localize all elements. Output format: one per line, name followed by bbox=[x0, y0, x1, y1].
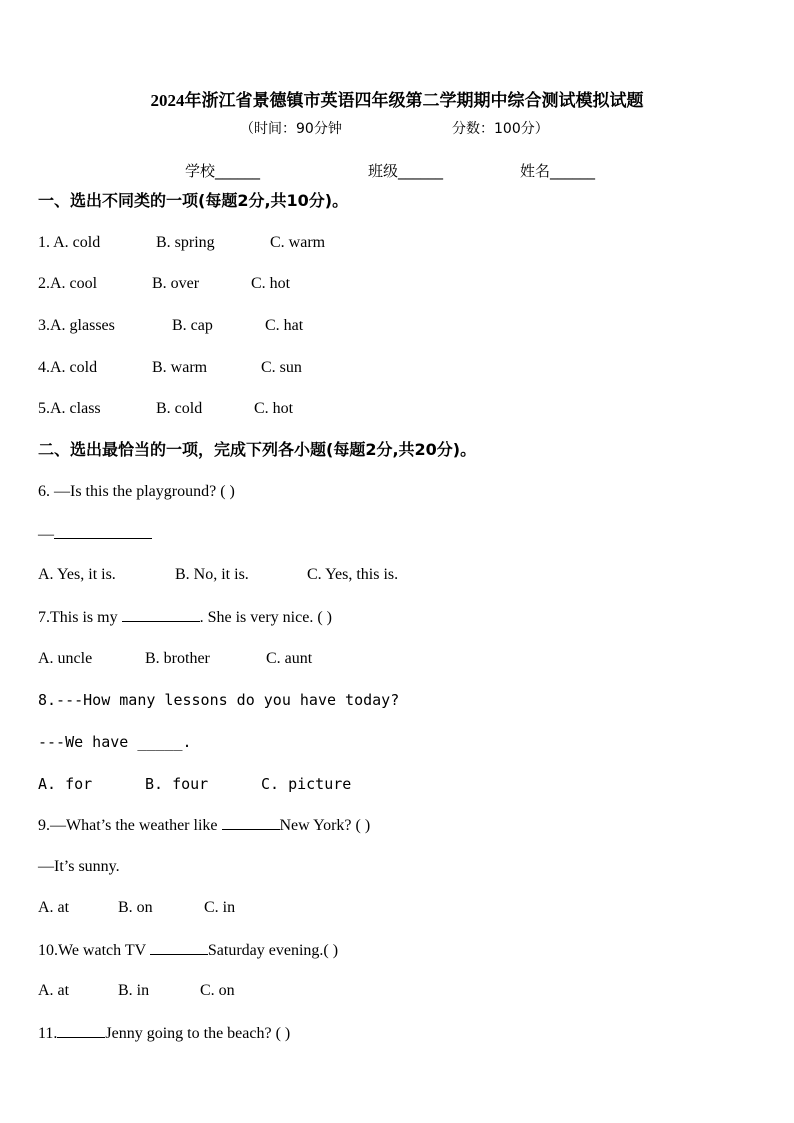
option-a: A. Yes, it is. bbox=[38, 566, 116, 583]
option-c: C. Yes, this is. bbox=[307, 566, 399, 583]
exam-time: （时间：90分钟 bbox=[240, 121, 342, 137]
question-9-stem bbox=[38, 815, 370, 836]
question-6-options bbox=[38, 565, 398, 585]
option-c: C. hot bbox=[251, 275, 291, 292]
question-7-options bbox=[38, 649, 312, 669]
option-c: C. in bbox=[204, 899, 236, 916]
option-b: B. warm bbox=[152, 359, 208, 376]
question-2 bbox=[38, 274, 290, 294]
question-8-options bbox=[38, 774, 351, 794]
name-field: 姓名______ bbox=[520, 162, 596, 180]
option-a: 5.A. class bbox=[38, 400, 101, 417]
question-6-stem: 6. —Is this the playground? ( ) bbox=[38, 483, 235, 500]
option-b: B. cold bbox=[156, 400, 203, 417]
answer-blank[interactable] bbox=[222, 815, 280, 830]
option-b: B. spring bbox=[156, 234, 215, 251]
option-b: B. over bbox=[152, 275, 200, 292]
question-10-options bbox=[38, 981, 235, 1001]
option-a: A. at bbox=[38, 982, 70, 999]
stem-before: 10.We watch TV bbox=[38, 942, 150, 959]
option-c: C. hat bbox=[265, 317, 304, 334]
stem-after: . She is very nice. ( ) bbox=[199, 609, 332, 626]
stem-before: 9.—What’s the weather like bbox=[38, 817, 222, 834]
question-4 bbox=[38, 358, 302, 378]
option-a: 4.A. cold bbox=[38, 359, 98, 376]
option-b: B. in bbox=[118, 982, 150, 999]
answer-blank[interactable] bbox=[57, 1023, 105, 1038]
stem-before: 11. bbox=[38, 1025, 58, 1042]
question-1 bbox=[38, 233, 325, 253]
question-6-answer-line bbox=[38, 524, 152, 545]
question-8-reply: ---We have _____. bbox=[38, 733, 192, 751]
option-c: C. sun bbox=[261, 359, 302, 376]
section-1-heading: 一、选出不同类的一项(每题2分,共10分)。 bbox=[38, 191, 349, 210]
stem-after: Saturday evening.( ) bbox=[207, 942, 339, 959]
option-a: A. at bbox=[38, 899, 70, 916]
question-3 bbox=[38, 316, 303, 336]
answer-blank[interactable] bbox=[150, 940, 208, 955]
option-b: B. No, it is. bbox=[175, 566, 249, 583]
option-b: B. four bbox=[145, 775, 209, 793]
option-a: 2.A. cool bbox=[38, 275, 98, 292]
dash: — bbox=[38, 526, 54, 543]
answer-blank[interactable] bbox=[122, 607, 200, 622]
option-c: C. aunt bbox=[266, 650, 313, 667]
option-a: 3.A. glasses bbox=[38, 317, 115, 334]
question-11-stem bbox=[38, 1023, 290, 1044]
option-a: A. for bbox=[38, 775, 93, 793]
option-c: C. warm bbox=[270, 234, 326, 251]
option-a: A. uncle bbox=[38, 650, 93, 667]
option-b: B. on bbox=[118, 899, 153, 916]
stem-before: 7.This is my bbox=[38, 609, 122, 626]
question-10-stem bbox=[38, 940, 338, 961]
question-5 bbox=[38, 399, 293, 419]
answer-blank[interactable] bbox=[54, 524, 152, 539]
option-a: 1. A. cold bbox=[38, 234, 101, 251]
section-2-heading: 二、选出最恰当的一项，完成下列各小题(每题2分,共20分)。 bbox=[38, 440, 477, 459]
class-field: 班级______ bbox=[368, 162, 444, 180]
school-field: 学校______ bbox=[185, 162, 261, 180]
exam-title: 2024年浙江省景德镇市英语四年级第二学期期中综合测试模拟试题 bbox=[150, 91, 644, 110]
question-7-stem bbox=[38, 607, 332, 628]
option-b: B. brother bbox=[145, 650, 210, 667]
question-8-stem: 8.---How many lessons do you have today? bbox=[38, 691, 400, 709]
question-9-options bbox=[38, 898, 235, 918]
stem-after: Jenny going to the beach? ( ) bbox=[105, 1025, 291, 1042]
stem-after: New York? ( ) bbox=[279, 817, 371, 834]
exam-score: 分数：100分） bbox=[452, 121, 549, 137]
option-c: C. on bbox=[200, 982, 235, 999]
option-b: B. cap bbox=[172, 317, 213, 334]
question-9-reply: —It’s sunny. bbox=[38, 858, 120, 875]
option-c: C. picture bbox=[261, 775, 352, 793]
option-c: C. hot bbox=[254, 400, 294, 417]
